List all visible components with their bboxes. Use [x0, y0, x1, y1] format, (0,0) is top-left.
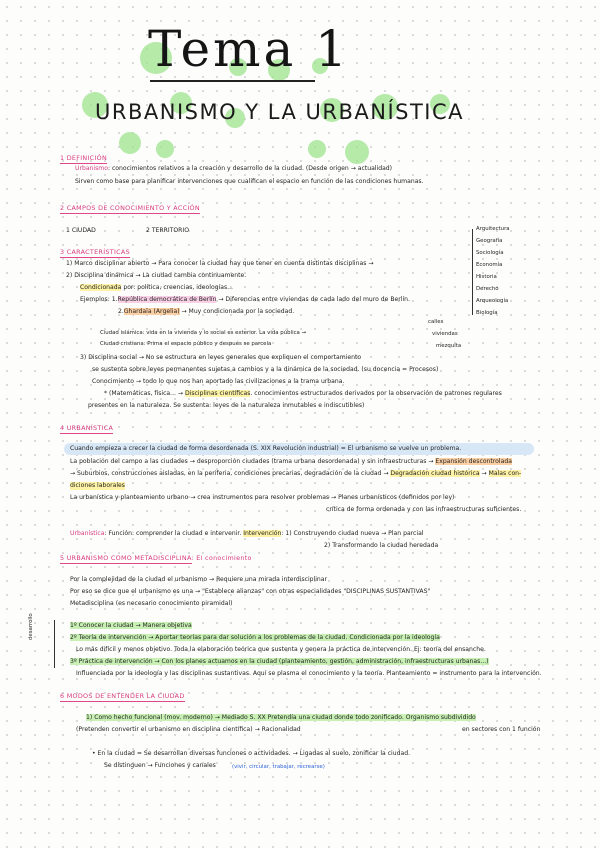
- green-blob: [119, 132, 141, 154]
- main-title: URBANISMO Y LA URBANÍSTICA: [95, 100, 465, 124]
- meta-line-1: Por la complejidad de la ciudad el urbanismo → Requiere una mirada interdisciplinar: [70, 576, 328, 583]
- note-viviendas: viviendas: [432, 331, 458, 337]
- conocimiento-line: Conocimiento → todo lo que nos han aportado las civilizaciones a la trama urbana.: [92, 378, 345, 385]
- paso-1: [70, 622, 192, 630]
- campo-ciudad: 1 CIUDAD: [66, 227, 96, 234]
- section-heading-urbanistica: 4 URBANÍSTICA: [60, 424, 114, 432]
- suburbios-text: → Suburbios, construcciones aisladas, en la periferia, condiciones precarias, degradación de la ciudad →: [70, 470, 391, 477]
- section-heading-caracteristicas: 3 CARACTERÍSTICAS: [60, 248, 130, 256]
- meta-line-2: Por eso se dice que el urbanismo es una → "Establece alianzas" con otras especialidades "DISCIPLINAS SUSTANTIVAS": [70, 588, 431, 595]
- ejemplos-label: Ejemplos:: [80, 296, 110, 303]
- tema-title: Tema 1: [148, 20, 350, 78]
- metadisciplina-title: 5 URBANISMO COMO METADISCIPLINA: [60, 554, 192, 562]
- ciudad-cristiana: Ciudad cristiana: Prima el espacio público y después se parcela: [100, 341, 272, 347]
- modo-1-detail: (Pretenden convertir el urbanismo en disciplina científica) → Racionalidad: [76, 726, 301, 733]
- disciplinas-line: [104, 390, 502, 398]
- ejemplo-berlin: República democrática de Berlín: [117, 296, 217, 303]
- paso-2-text: 2º Teoría de intervención → Aportar teorías para dar solución a los problemas de la ciudad. Condicionada por la ideología: [70, 634, 440, 641]
- campo-territorio: 2 TERRITORIO: [146, 227, 189, 234]
- definition-line-2: Sirven como base para planificar intervenciones que cualifican el espacio en función de las condiciones humanas.: [75, 178, 424, 185]
- urbanismo-term: Urbanismo: [75, 165, 108, 172]
- urbanistica-line-1: Cuando empieza a crecer la ciudad de forma desordenada (S. XIX Revolución industrial) = El urbanismo se vuelve un problema.: [70, 445, 462, 452]
- funcion-text: : Función: comprender la ciudad e intervenir.: [104, 530, 244, 537]
- meta-line-3: Metadisciplina (es necesario conocimiento piramidal): [70, 600, 233, 607]
- disciplinas-text: . conocimientos estructurados derivados por la observación de patrones regulares: [250, 390, 502, 397]
- paso-2: [70, 634, 440, 642]
- modo-1-sectores: en sectores con 1 función: [462, 726, 541, 733]
- brace: [472, 229, 473, 315]
- discipline-item: Economía: [476, 262, 503, 268]
- ejemplo-berlin-text: → Diferencias entre viviendas de cada lado del muro de Berlín.: [216, 296, 410, 303]
- ejemplo-2: [118, 308, 294, 316]
- green-blob: [345, 140, 369, 164]
- intervencion-2: 2) Transformando la ciudad heredada: [324, 542, 439, 549]
- disciplinas-line-2: presentes en la naturaleza. Se sustenta: leyes de la naturaleza inmutables e indiscutibles): [88, 402, 365, 409]
- urbanistica-term: Urbanística: [70, 530, 105, 537]
- ciudad-islamica: Ciudad islámica: vida en la vivienda y lo social es exterior. La vida pública →: [100, 330, 307, 336]
- caracteristica-1: 1) Marco disciplinar abierto → Para conocer la ciudad hay que tener en cuenta distintas disciplinas →: [66, 260, 374, 267]
- caracteristica-3: 3) Disciplina social → No se estructura en leyes generales que expliquen el comportamiento: [80, 354, 362, 361]
- ejemplo-number: 1.: [111, 296, 118, 303]
- modo-1: [86, 714, 476, 722]
- brace: [54, 620, 55, 668]
- section-heading-modos: 6 MODOS DE ENTENDER LA CIUDAD: [60, 692, 185, 700]
- poblacion-text: La población del campo a las ciudades → desproporción ciudades (trama urbana desordenada) y sin infraestructuras →: [70, 458, 436, 465]
- intervencion-term: Intervención: [243, 530, 282, 537]
- disciplinas-cientificas: Disciplinas científicas: [184, 390, 251, 397]
- arrow-text: →: [479, 470, 489, 477]
- discipline-item: Derecho: [476, 286, 499, 292]
- paso-1-text: 1º Conocer la ciudad → Manera objetiva: [70, 622, 192, 629]
- green-blob: [156, 140, 174, 158]
- urbanistica-line-6: crítica de forma ordenada y con las infraestructuras suficientes.: [326, 506, 522, 513]
- disciplinas-prefix: * (Matemáticas, física... →: [104, 390, 185, 397]
- ejemplo-number: 2.: [118, 308, 124, 315]
- ejemplo-ghardaia-text: → Muy condicionada por la sociedad.: [179, 308, 295, 315]
- expansion-descontrolada: Expansión descontrolada: [435, 458, 512, 465]
- urbanistica-definition: [70, 530, 424, 538]
- urbanistica-line-2: [70, 458, 512, 466]
- definition-line-1: [75, 165, 392, 173]
- ejemplo-1: [80, 296, 410, 304]
- green-blob: [308, 140, 326, 158]
- condiciones-laborales: diciones laborales: [70, 482, 125, 489]
- paso-2-detail: Lo más difícil y menos objetivo. Toda la elaboración teórica que sustenta y genera la práctica de intervención. Ej: teoría del ensanche.: [76, 646, 486, 653]
- paso-3: [70, 658, 489, 666]
- note-mezquita: mezquita: [436, 343, 462, 349]
- discipline-item: Arqueología: [476, 298, 509, 304]
- desarrollo-label: desarrollo: [28, 613, 34, 640]
- urbanistica-line-3: [70, 470, 521, 478]
- discipline-item: Arquitectura: [476, 226, 510, 232]
- section-heading-metadisciplina: [60, 554, 252, 562]
- distinguen-line: Se distinguen → Funciones y canales: [104, 762, 216, 769]
- paso-3-detail: Influenciada por la ideología y las disciplinas sustantivas. Aquí se plasma el conocimiento y la teoría. Planteamiento = instrumento para la intervención.: [76, 670, 542, 677]
- condicionada-line: [80, 284, 233, 292]
- funciones-line: • En la ciudad = Se desarrollan diversas funciones o actividades. → Ligadas al suelo, zonificar la ciudad.: [92, 750, 411, 757]
- intervencion-1: : 1) Construyendo ciudad nueva → Plan parcial: [281, 530, 424, 537]
- condicionada-term: Condicionada: [80, 284, 122, 291]
- title-underline: [150, 80, 315, 82]
- malas-condiciones: Malas con-: [488, 470, 522, 477]
- condicionada-text: por: política, creencias, ideologías...: [121, 284, 233, 291]
- urbanistica-line-5: La urbanística y planteamiento urbano → crea instrumentos para resolver problemas → Planes urbanísticos (definidos por ley): [70, 494, 455, 501]
- section-heading-definicion: 1 DEFINICIÓN: [60, 154, 108, 162]
- section-heading-campos: 2 CAMPOS DE CONOCIMIENTO Y ACCIÓN: [60, 204, 200, 212]
- metadisciplina-subtitle: : El conocimiento: [191, 554, 252, 562]
- note-calles: calles: [428, 319, 444, 325]
- funciones-examples: (vivir, circular, trabajar, recrearse): [232, 764, 325, 770]
- discipline-item: Geografía: [476, 238, 503, 244]
- discipline-item: Biología: [476, 310, 498, 316]
- degradacion-historica: Degradación ciudad histórica: [390, 470, 480, 477]
- sustenta-line: se sustenta sobre leyes permanentes sujetas a cambios y a la dinámica de la sociedad. (su docencia = Procesos): [92, 366, 439, 373]
- caracteristica-2: 2) Disciplina dinámica → La ciudad cambia continuamente.: [66, 272, 247, 279]
- discipline-item: Historia: [476, 274, 497, 280]
- ejemplo-ghardaia: Ghardaïa (Argelia): [123, 308, 180, 315]
- modo-1-text: 1) Como hecho funcional (mov. moderno) → Mediado S. XX Pretendía una ciudad donde todo zonificado. Organismo subdividido: [86, 714, 476, 721]
- discipline-item: Sociología: [476, 250, 504, 256]
- paso-3-text: 3º Práctica de intervención → Con los planes actuamos en la ciudad (planteamiento, gestión, administración, infraestructuras urbanas...): [70, 658, 489, 665]
- definition-text: : conocimientos relativos a la creación y desarrollo de la ciudad. (Desde origen → actualidad): [107, 165, 393, 172]
